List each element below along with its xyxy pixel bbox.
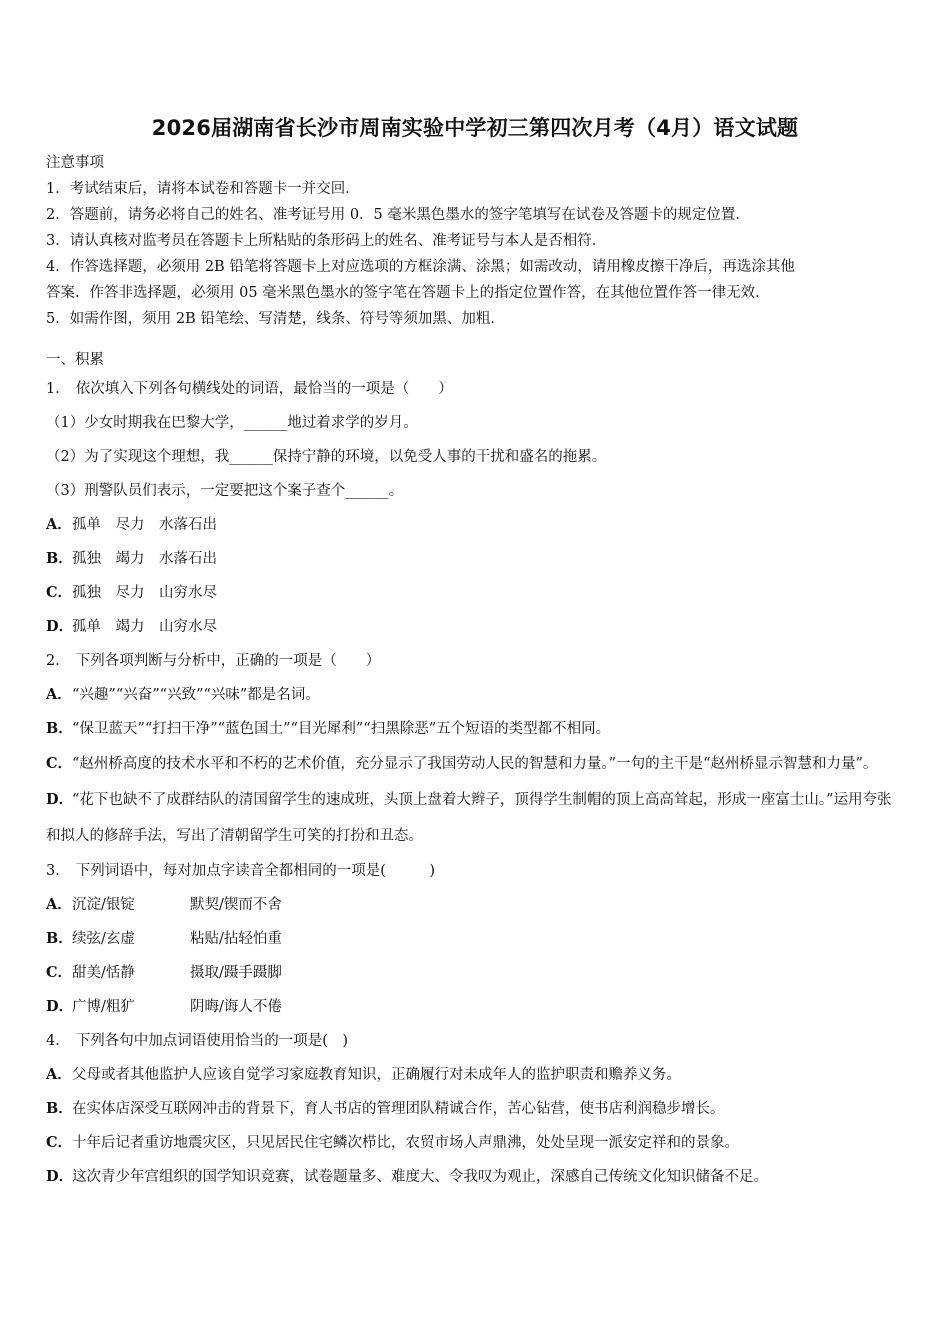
page-title: 2026届湖南省长沙市周南实验中学初三第四次月考（4月）语文试题 bbox=[151, 116, 799, 140]
q1-option-c[interactable] bbox=[46, 576, 906, 610]
q4-option-c[interactable] bbox=[46, 1126, 906, 1160]
option-label: D． bbox=[46, 791, 74, 808]
option-label: B． bbox=[46, 550, 73, 567]
notice-item: 1．考试结束后，请将本试卷和答题卡一并交回． bbox=[46, 181, 360, 197]
option-text: 父母或者其他监护人应该自觉学习家庭教育知识，正确履行对未成年人的监护职责和赡养义务。 bbox=[72, 1067, 681, 1083]
notice-item: 5．如需作图，须用 2B 铅笔绘、写清楚，线条、符号等须加黑、加粗． bbox=[46, 311, 505, 327]
option-text: “兴趣”“兴奋”“兴致”“兴味”都是名词。 bbox=[72, 687, 320, 703]
q3-option-b[interactable] bbox=[46, 922, 906, 956]
option-label: B． bbox=[46, 720, 73, 737]
q4-option-b[interactable] bbox=[46, 1092, 906, 1126]
option-label: B． bbox=[46, 1100, 73, 1117]
q2-option-a[interactable] bbox=[46, 678, 906, 712]
option-text: “保卫蓝天”“打扫干净”“蓝色国土”“目光犀利”“扫黑除恶”五个短语的类型都不相同。 bbox=[72, 721, 611, 737]
option-word-pair: 续弦/玄虚 bbox=[72, 931, 135, 947]
option-text: “花下也缺不了成群结队的清国留学生的速成班，头顶上盘着大辫子，顶得学生制帽的顶上高高耸起，形成一座富士山。”运用夸张和拟人的修辞手法，写出了清朝留学生可笑的打扮和丑态。 bbox=[46, 792, 892, 844]
option-text: 孤单 竭力 山穷水尽 bbox=[72, 619, 217, 635]
option-label: D． bbox=[46, 998, 74, 1015]
q4-option-d[interactable] bbox=[46, 1160, 906, 1194]
question-number: 3． bbox=[46, 863, 70, 879]
q2-option-c[interactable] bbox=[46, 746, 906, 782]
question-stem: 下列各句中加点词语使用恰当的一项是( ) bbox=[75, 1033, 349, 1049]
option-text: 这次青少年宫组织的国学知识竞赛，试卷题量多、难度大、令我叹为观止，深感自己传统文化知识储备不足。 bbox=[72, 1169, 768, 1185]
notice-block bbox=[46, 150, 906, 332]
q1-sentence: （1）少女时期我在巴黎大学，______地过着求学的岁月。 bbox=[46, 415, 418, 431]
option-label: A． bbox=[46, 896, 72, 913]
notice-item: 2．答题前，请务必将自己的姓名、准考证号用 0．5 毫米黑色墨水的签字笔填写在试卷及答题卡的规定位置． bbox=[46, 207, 750, 223]
question-2 bbox=[46, 644, 906, 678]
question-stem: 下列词语中，每对加点字读音全都相同的一项是( ) bbox=[75, 863, 436, 879]
option-label: D． bbox=[46, 1168, 74, 1185]
option-word-pair: 默契/锲而不舍 bbox=[190, 897, 282, 913]
exam-content bbox=[46, 348, 906, 1194]
question-stem: 下列各项判断与分析中，正确的一项是（ ） bbox=[75, 653, 381, 669]
option-word-pair: 沉淀/银锭 bbox=[72, 897, 135, 913]
q2-option-d[interactable] bbox=[46, 782, 906, 854]
question-number: 2． bbox=[46, 653, 70, 669]
option-text: 在实体店深受互联网冲击的背景下，育人书店的管理团队精诚合作，苦心钻营，使书店利润稳步增长。 bbox=[72, 1101, 725, 1117]
q1-option-d[interactable] bbox=[46, 610, 906, 644]
q1-sentence: （2）为了实现这个理想，我______保持宁静的环境，以免受人事的干扰和盛名的拖累。 bbox=[46, 449, 607, 465]
q2-option-b[interactable] bbox=[46, 712, 906, 746]
option-label: C． bbox=[46, 964, 73, 981]
option-text: “赵州桥高度的技术水平和不朽的艺术价值，充分显示了我国劳动人民的智慧和力量。”一句的主干是“赵州桥显示智慧和力量”。 bbox=[72, 756, 878, 772]
q4-option-a[interactable] bbox=[46, 1058, 906, 1092]
question-1 bbox=[46, 372, 906, 406]
question-number: 1． bbox=[46, 381, 70, 397]
question-stem: 依次填入下列各句横线处的词语，最恰当的一项是（ ） bbox=[75, 381, 453, 397]
section-heading: 一、积累 bbox=[46, 352, 104, 368]
notice-item: 答案．作答非选择题，必须用 05 毫米黑色墨水的签字笔在答题卡上的指定位置作答，在其他位置作答一律无效． bbox=[46, 285, 770, 301]
notice-item: 4．作答选择题，必须用 2B 铅笔将答题卡上对应选项的方框涂满、涂黑；如需改动，请用橡皮擦干净后，再选涂其他 bbox=[46, 259, 795, 275]
option-word-pair: 广博/粗犷 bbox=[72, 999, 135, 1015]
q1-option-b[interactable] bbox=[46, 542, 906, 576]
option-label: A． bbox=[46, 1066, 72, 1083]
option-label: C． bbox=[46, 584, 73, 601]
q3-option-d[interactable] bbox=[46, 990, 906, 1024]
notice-heading: 注意事项 bbox=[46, 155, 104, 171]
option-text: 孤独 竭力 水落石出 bbox=[72, 551, 217, 567]
option-text: 孤单 尽力 水落石出 bbox=[72, 517, 217, 533]
option-label: A． bbox=[46, 686, 72, 703]
option-label: C． bbox=[46, 755, 73, 772]
option-label: D． bbox=[46, 618, 74, 635]
option-word-pair: 摄取/蹑手蹑脚 bbox=[190, 965, 282, 981]
notice-item: 3．请认真核对监考员在答题卡上所粘贴的条形码上的姓名、准考证号与本人是否相符． bbox=[46, 233, 607, 249]
option-word-pair: 甜美/恬静 bbox=[72, 965, 135, 981]
option-word-pair: 阴晦/诲人不倦 bbox=[190, 999, 282, 1015]
option-word-pair: 粘贴/拈轻怕重 bbox=[190, 931, 282, 947]
question-3 bbox=[46, 854, 906, 888]
option-label: A． bbox=[46, 516, 72, 533]
q3-option-a[interactable] bbox=[46, 888, 906, 922]
option-label: B． bbox=[46, 930, 73, 947]
q3-option-c[interactable] bbox=[46, 956, 906, 990]
option-text: 孤独 尽力 山穷水尽 bbox=[72, 585, 217, 601]
option-label: C． bbox=[46, 1134, 73, 1151]
option-text: 十年后记者重访地震灾区，只见居民住宅鳞次栉比，农贸市场人声鼎沸，处处呈现一派安定祥和的景象。 bbox=[72, 1135, 739, 1151]
q1-sentence: （3）刑警队员们表示，一定要把这个案子查个______。 bbox=[46, 483, 404, 499]
question-number: 4． bbox=[46, 1033, 70, 1049]
question-4 bbox=[46, 1024, 906, 1058]
q1-option-a[interactable] bbox=[46, 508, 906, 542]
